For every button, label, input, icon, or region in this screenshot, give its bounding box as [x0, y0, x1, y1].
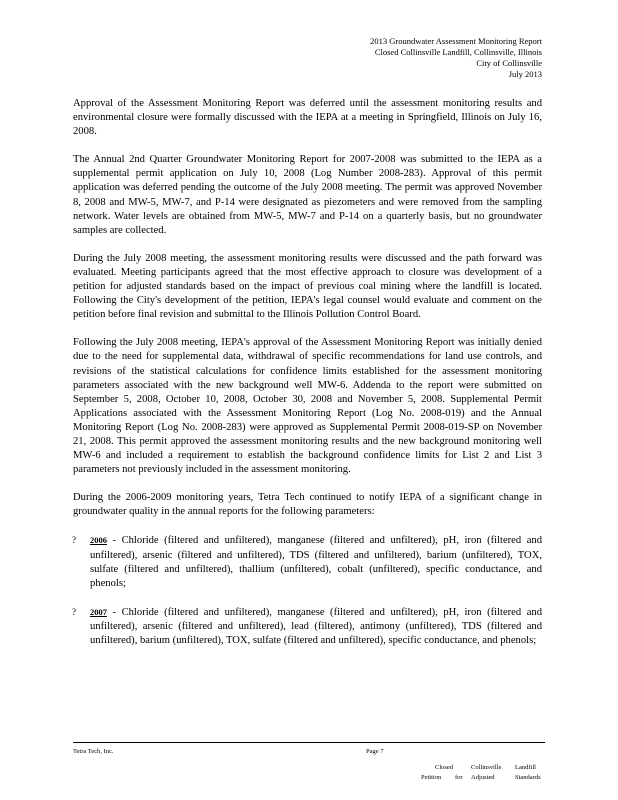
footer-word: Adjusted — [471, 774, 495, 781]
footer-company: Tetra Tech, Inc. — [73, 748, 114, 755]
document-body — [73, 97, 542, 662]
list-item-2007 — [73, 605, 542, 648]
paragraph-july-meeting: During the July 2008 meeting, the assessment monitoring results were discussed and the path forward was evaluated. Meeting participants agreed that the most effective approach to closure was development of a petition for adjusted standards based on the impact of previous coal mining where the landfill is located. Following the City's development of the petition, IEPA's legal counsel would evaluate and comment on the petition before final revision and submittal to the Illinois Pollution Control Board. — [73, 252, 542, 321]
header-date: July 2013 — [508, 69, 542, 79]
list-item-text: - Chloride (filtered and unfiltered), manganese (filtered and unfiltered), pH, iron (filtered and unfiltered), arsenic (filtered and unfiltered), TDS (filtered and unfiltered), barium (unfiltered), TOX, sulfate (filtered and unfiltered), thallium (unfiltered), cobalt (unfiltered), specific conductance, and phenols; — [90, 535, 542, 589]
paragraph-approval-history: Following the July 2008 meeting, IEPA's approval of the Assessment Monitoring Report was initially denied due to the need for supplemental data, withdrawal of specific recommendations for land use controls, and revisions of the statistical calculations for confidence limits established for the assessment monitoring parameters associated with the new background well MW-6. Addenda to the report were submitted on September 5, 2008, October 10, 2008, October 30, 2008 and November 5, 2008. Supplemental Permit Applications associated with the Assessment Monitoring Report (Log No. 2008-019) and the Annual Monitoring Report (Log No. 2008-283) were approved as Supplemental Permit 2008-019-SP on November 21, 2008. This permit approved the assessment monitoring results and the new background monitoring well MW-6 and included a requirement to establish the background confidence limits for List 2 and List 3 parameters not previously included in the assessment monitoring. — [73, 337, 542, 476]
footer-word: Collinsville — [471, 764, 502, 771]
footer-word: for — [455, 774, 463, 781]
footer-divider — [73, 742, 545, 743]
footer-word: Landfill — [515, 764, 536, 771]
paragraph-annual-report: The Annual 2nd Quarter Groundwater Monitoring Report for 2007-2008 was submitted to the IEPA as a supplemental permit application on July 10, 2008 (Log Number 2008-283). Approval of this permit application was deferred pending the outcome of the July 2008 meeting. The permit was approved November 8, 2008 and MW-5, MW-7, and P-14 were designated as piezometers and were removed from the sampling network. Water levels are obtained from MW-5, MW-7 and P-14 on a quarterly basis, but no groundwater samples are collected. — [73, 154, 542, 236]
list-item-text: - Chloride (filtered and unfiltered), manganese (filtered and unfiltered), pH, iron (filtered and unfiltered), arsenic (filtered and unfiltered), lead (filtered), antimony (unfiltered), TDS (filtered and unfiltered), barium (unfiltered), TOX, sulfate (filtered and unfiltered), specific conductance, and phenols; — [90, 606, 542, 646]
footer-document-title — [421, 763, 541, 783]
footer-word: Petition — [421, 774, 442, 781]
footer-page-number: Page 7 — [366, 748, 384, 755]
footer-word: Standards — [515, 774, 541, 781]
bullet-glyph-icon: ? — [72, 535, 76, 546]
year-label: 2007 — [90, 606, 107, 617]
paragraph-approval-deferred: Approval of the Assessment Monitoring Report was deferred until the assessment monitoring results and environmental closure were formally discussed with the IEPA at a meeting in Springfield, Illinois on July 16, 2008. — [73, 98, 542, 138]
page-header — [370, 36, 542, 80]
footer-word: Closed — [435, 764, 454, 771]
year-label: 2006 — [90, 535, 107, 546]
bullet-glyph-icon: ? — [72, 606, 76, 617]
list-item-2006 — [73, 533, 542, 590]
paragraph-monitoring-years: During the 2006-2009 monitoring years, Tetra Tech continued to notify IEPA of a significant change in groundwater quality in the annual reports for the following parameters: — [73, 492, 542, 518]
header-client: City of Collinsville — [476, 58, 542, 68]
header-site-name: Closed Collinsville Landfill, Collinsville, Illinois — [374, 47, 542, 57]
header-report-title: 2013 Groundwater Assessment Monitoring Report — [370, 36, 542, 46]
parameter-list — [73, 533, 542, 648]
